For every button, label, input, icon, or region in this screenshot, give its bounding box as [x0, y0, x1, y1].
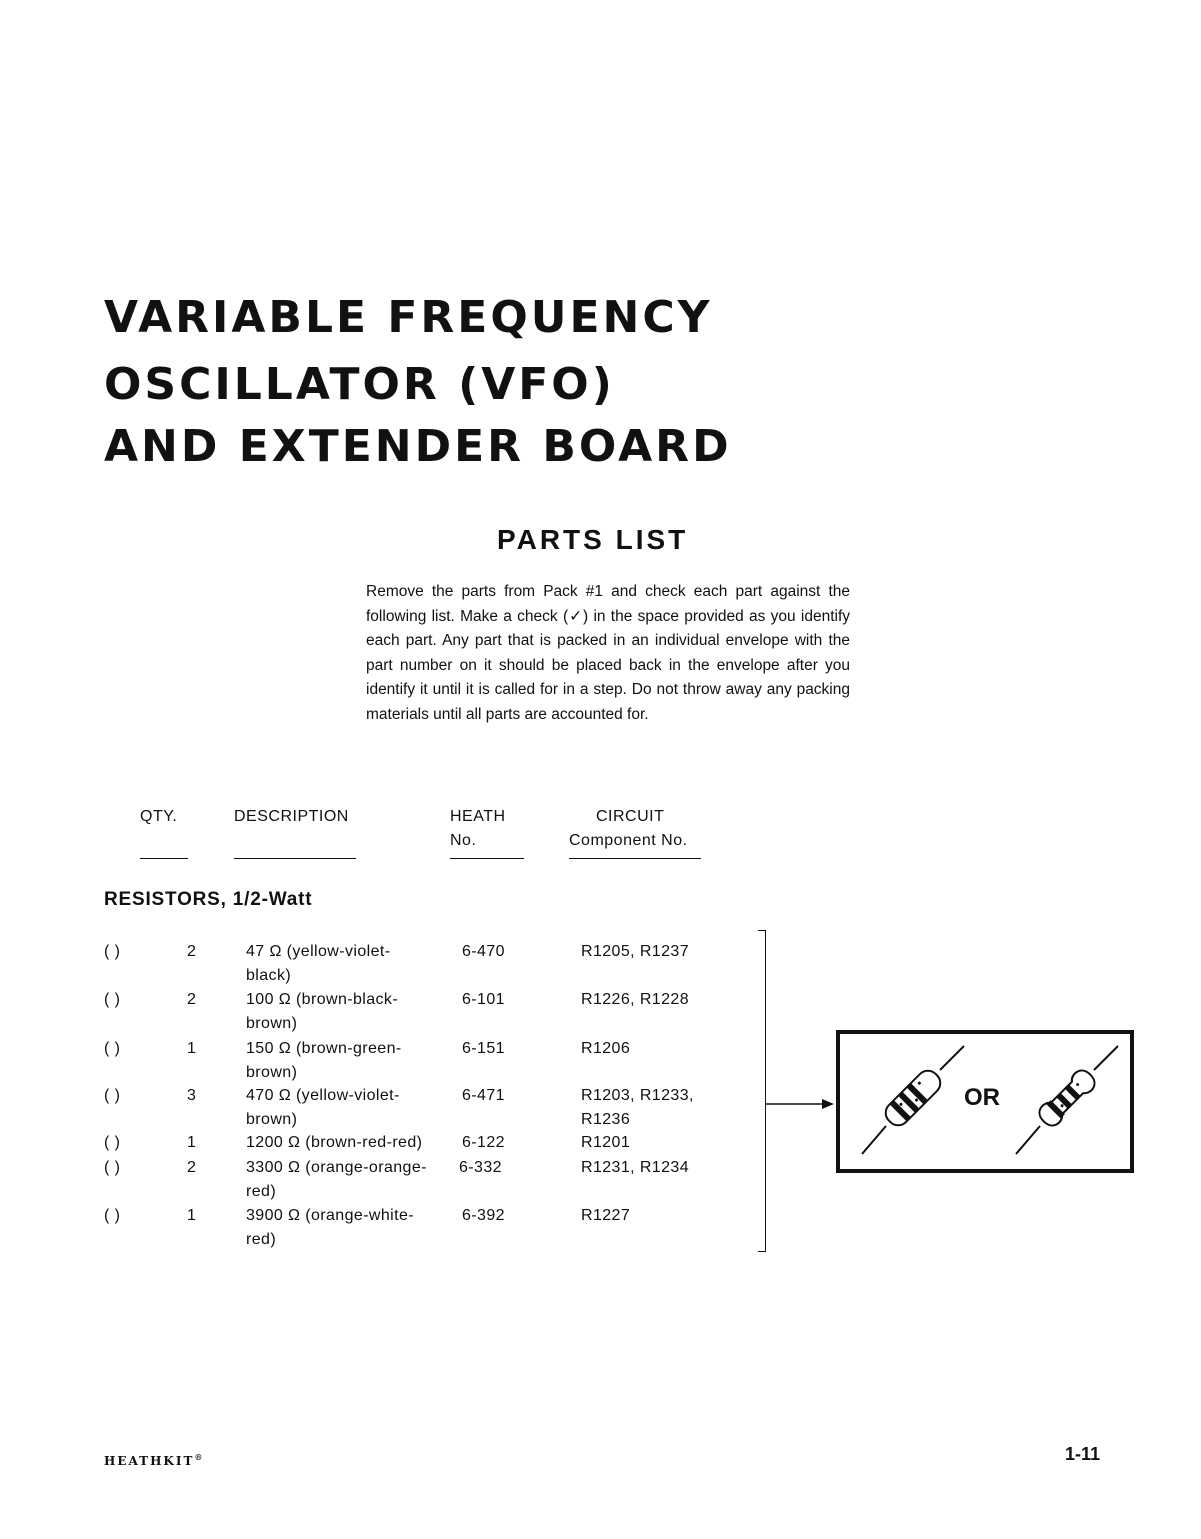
intro-paragraph: Remove the parts from Pack #1 and check each part against the following list. Make a check (✓) in the space provided as you identify each part. Any part that is packed in an individual envelope with the part number on it should be placed back in the envelope after you identify it until it is called for in a step. Do not throw away any packing materials until all parts are accounted for. — [366, 583, 850, 723]
check-box[interactable]: ( ) — [104, 1087, 121, 1104]
brand-registered-mark: ® — [194, 1452, 205, 1462]
brand-logo — [104, 1452, 204, 1468]
row-heath-no: 6-122 — [462, 1134, 505, 1151]
row-qty: 2 — [187, 1159, 197, 1176]
row-qty: 2 — [187, 943, 197, 960]
row-qty: 2 — [187, 991, 197, 1008]
row-description: 470 Ω (yellow-violet- — [246, 1087, 400, 1104]
section-heading: PARTS LIST — [497, 524, 689, 555]
header-underline — [450, 858, 524, 859]
arrow-icon — [766, 1096, 838, 1112]
column-header-description: DESCRIPTION — [234, 808, 349, 825]
check-box[interactable]: ( ) — [104, 1040, 121, 1057]
column-header-component-no: Component No. — [569, 832, 688, 849]
row-qty: 1 — [187, 1134, 197, 1151]
row-description-cont: brown) — [246, 1015, 298, 1032]
column-header-heath-no: No. — [450, 832, 477, 849]
page-title-line-1: VARIABLE FREQUENCY — [104, 292, 713, 343]
row-description-cont: red) — [246, 1231, 277, 1248]
row-component-no: R1201 — [581, 1134, 631, 1151]
column-header-qty: QTY. — [140, 808, 178, 825]
row-description: 3900 Ω (orange-white- — [246, 1207, 415, 1224]
brand-name: HEATHKIT — [104, 1454, 195, 1468]
or-label: OR — [964, 1084, 1000, 1111]
resistor-icon — [1012, 1042, 1122, 1160]
check-box[interactable]: ( ) — [104, 943, 121, 960]
row-component-no-cont: R1236 — [581, 1111, 631, 1128]
column-header-heath: HEATH — [450, 808, 506, 825]
page-number: 1-11 — [1065, 1444, 1101, 1464]
row-component-no: R1203, R1233, — [581, 1087, 694, 1104]
group-bracket — [758, 930, 766, 1252]
row-description: 150 Ω (brown-green- — [246, 1040, 402, 1057]
row-heath-no: 6-392 — [462, 1207, 505, 1224]
check-box[interactable]: ( ) — [104, 991, 121, 1008]
row-qty: 1 — [187, 1207, 197, 1224]
category-heading: RESISTORS, 1/2-Watt — [104, 889, 313, 910]
row-description-cont: red) — [246, 1183, 277, 1200]
page-title-line-3: AND EXTENDER BOARD — [104, 421, 732, 472]
row-description-cont: brown) — [246, 1111, 298, 1128]
row-description-cont: black) — [246, 967, 292, 984]
row-heath-no: 6-471 — [462, 1087, 505, 1104]
row-description: 1200 Ω (brown-red-red) — [246, 1134, 423, 1151]
row-component-no: R1205, R1237 — [581, 943, 689, 960]
row-qty: 1 — [187, 1040, 197, 1057]
header-underline — [234, 858, 356, 859]
row-component-no: R1227 — [581, 1207, 631, 1224]
row-heath-no: 6-332 — [459, 1159, 502, 1176]
column-header-circuit: CIRCUIT — [596, 808, 665, 825]
page-title-line-2: OSCILLATOR (VFO) — [104, 359, 615, 410]
resistor-illustration — [836, 1030, 1134, 1173]
resistor-icon — [858, 1042, 968, 1160]
check-box[interactable]: ( ) — [104, 1159, 121, 1176]
row-heath-no: 6-470 — [462, 943, 505, 960]
row-heath-no: 6-151 — [462, 1040, 505, 1057]
row-description: 3300 Ω (orange-orange- — [246, 1159, 427, 1176]
row-qty: 3 — [187, 1087, 197, 1104]
row-heath-no: 6-101 — [462, 991, 505, 1008]
row-description: 100 Ω (brown-black- — [246, 991, 399, 1008]
header-underline — [569, 858, 701, 859]
check-box[interactable]: ( ) — [104, 1134, 121, 1151]
row-component-no: R1231, R1234 — [581, 1159, 689, 1176]
row-component-no: R1206 — [581, 1040, 631, 1057]
check-box[interactable]: ( ) — [104, 1207, 121, 1224]
row-description-cont: brown) — [246, 1064, 298, 1081]
row-description: 47 Ω (yellow-violet- — [246, 943, 391, 960]
header-underline — [140, 858, 188, 859]
row-component-no: R1226, R1228 — [581, 991, 689, 1008]
